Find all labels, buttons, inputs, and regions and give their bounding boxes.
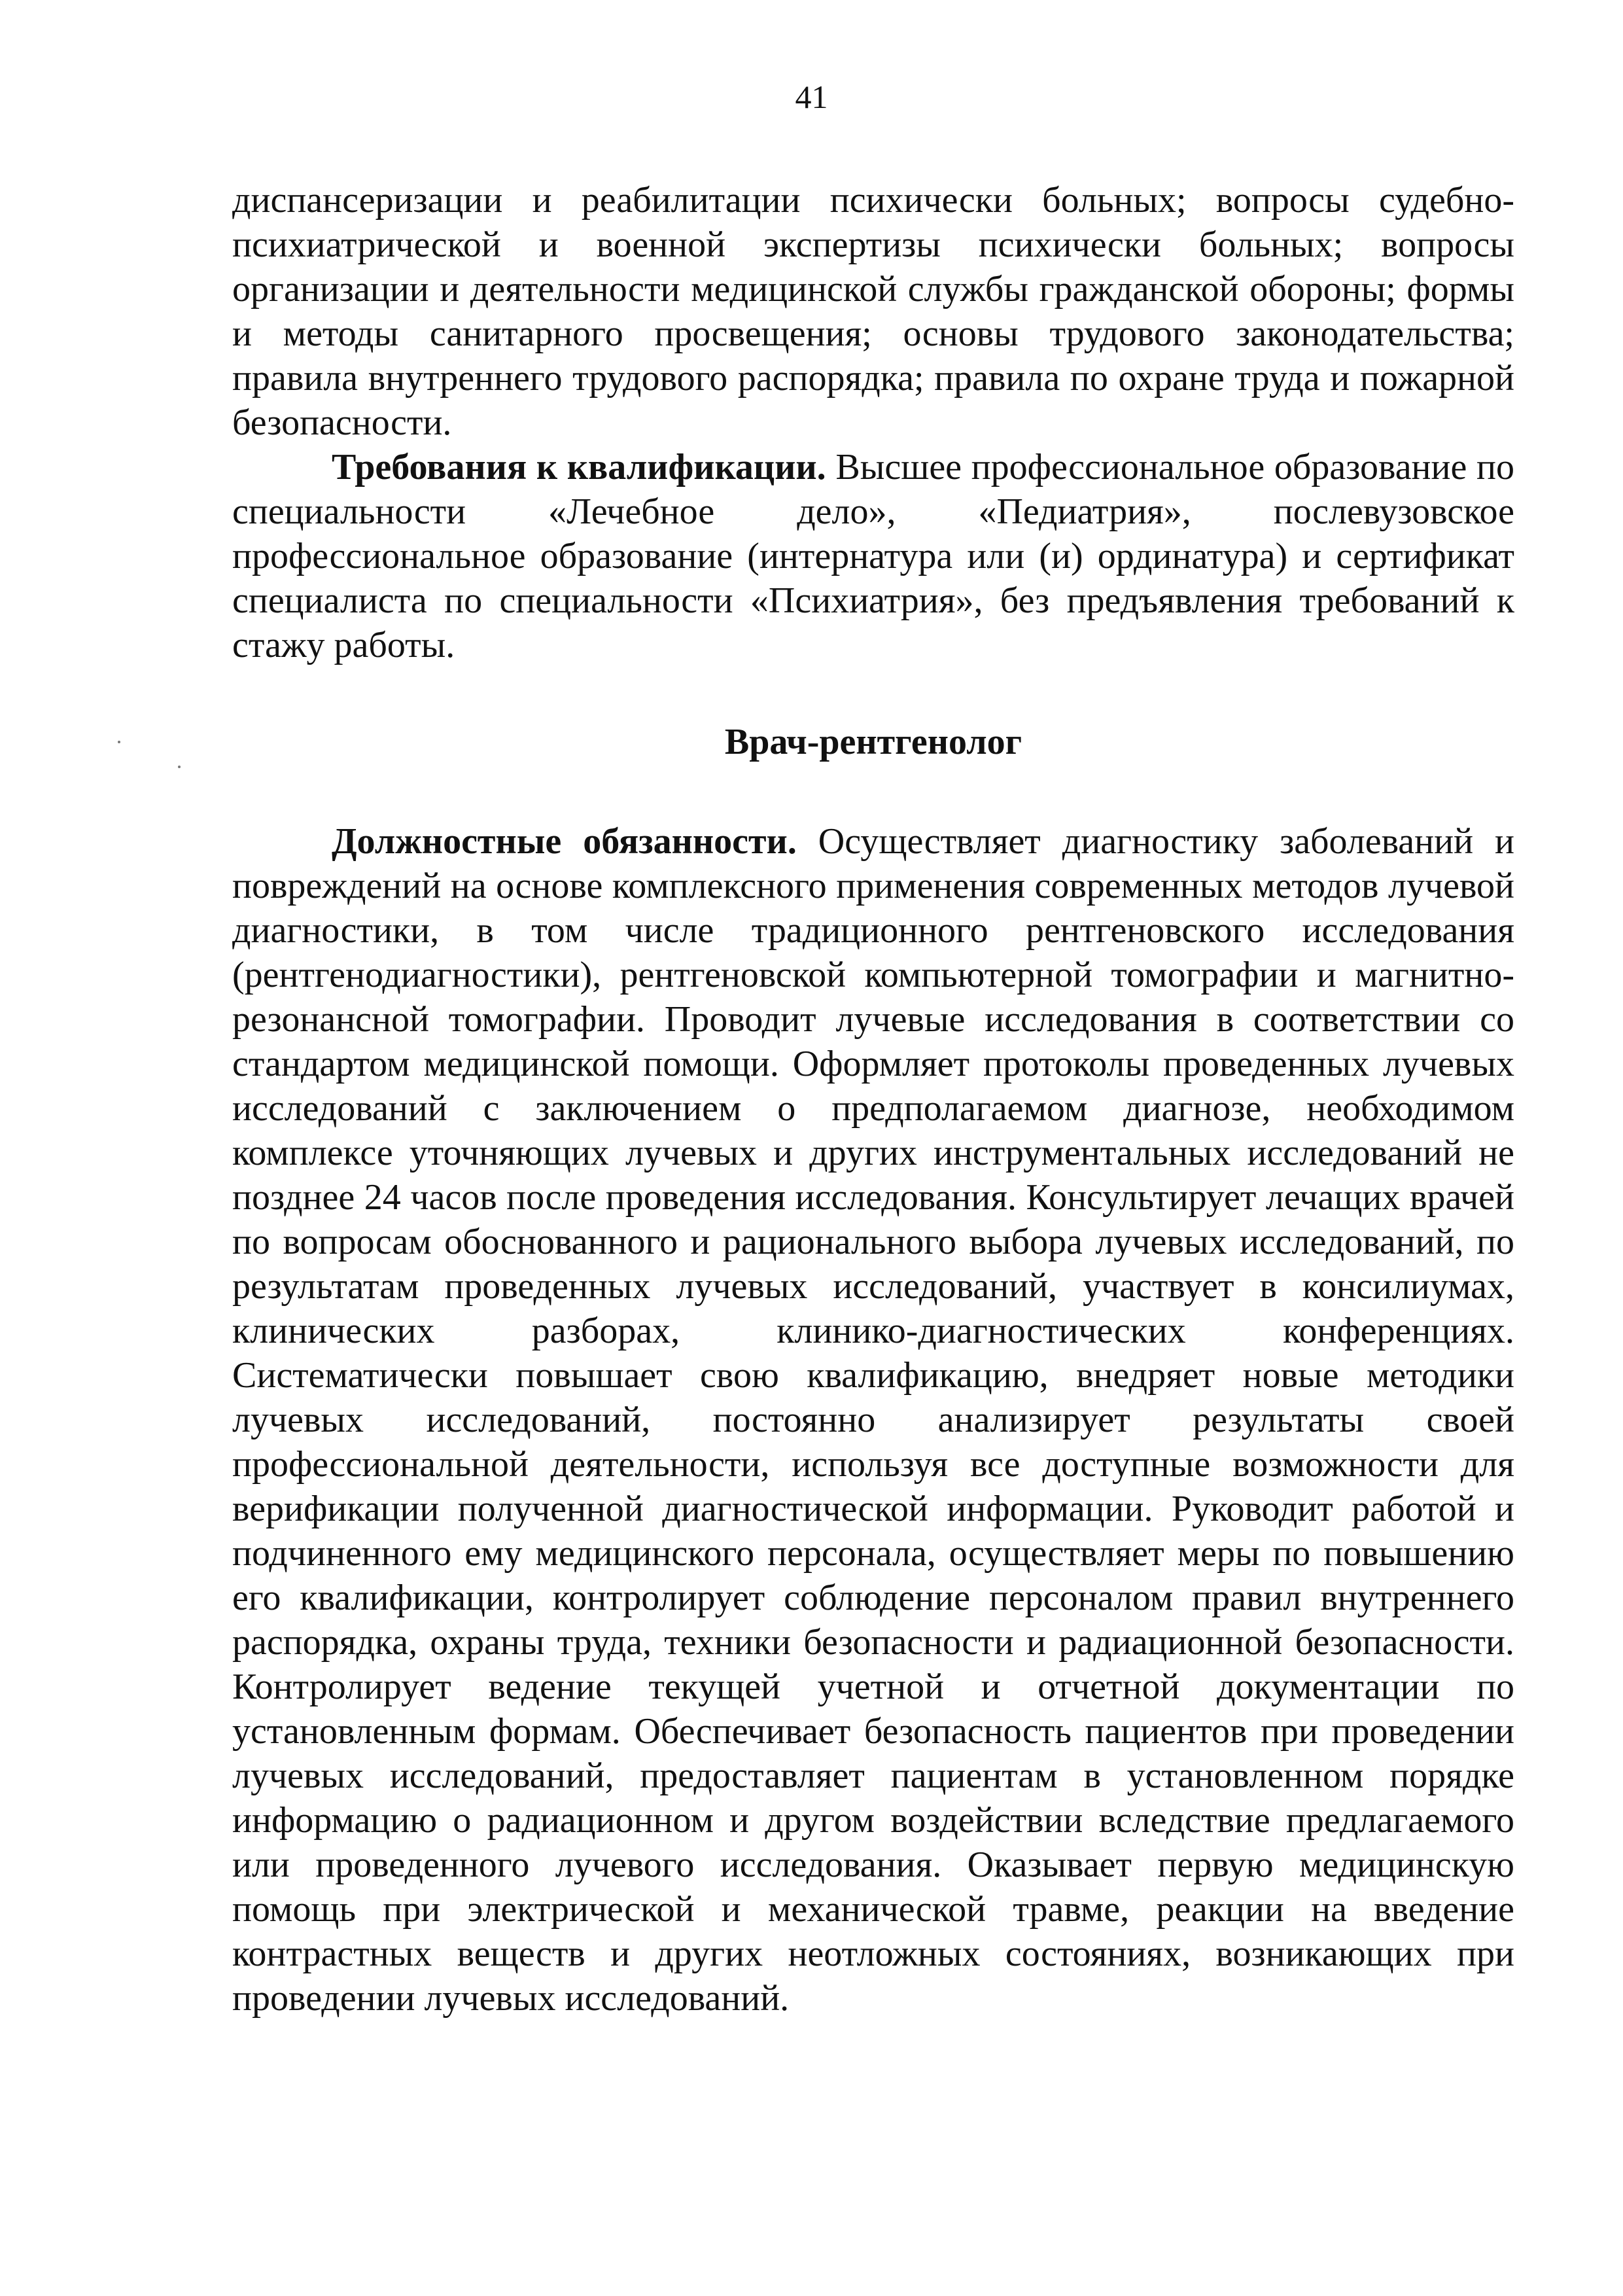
duties-text: Осуществляет диагностику заболеваний и повреждений на основе комплексного применения современных методов лучевой диагностики, в том числе традиционного рентгеновского исследования (рентгенодиагностики), рентгеновской компьютерной томографии и магнитно-резонансной томографии. Проводит лучевые исследования в соответствии со стандартом медицинской помощи. Оформляет протоколы проведенных лучевых исследований с заключением о предполагаемом диагнозе, необходимом комплексе уточняющих лучевых и других инструментальных исследований не позднее 24 часов после проведения исследования. Консультирует лечащих врачей по вопросам обоснованного и рационального выбора лучевых исследований, по результатам проведенных лучевых исследований, участвует в консилиумах, клинических разборах, клинико-диагностических конференциях. Систематически повышает свою квалификацию, внедряет новые методики лучевых исследований, постоянно анализирует результаты своей профессиональной деятельности, используя все доступные возможности для верификации полученной диагностической информации. Руководит работой и подчиненного ему медицинского персонала, осуществляет меры по повышению его квалификации, контролирует соблюдение персоналом правил внутреннего распорядка, охраны труда, техники безопасности и радиационной безопасности. Контролирует ведение текущей учетной и отчетной документации по установленным формам. Обеспечивает безопасность пациентов при проведении лучевых исследований, предоставляет пациентам в установленном порядке информацию о радиационном и другом воздействии вследствие предлагаемого или проведенного лучевого исследования. Оказывает первую медицинскую помощь при электрической и механической травме, реакции на введение контрастных веществ и других неотложных состояниях, возникающих при проведении лучевых исследований. bbox=[232, 821, 1514, 2019]
document-body bbox=[232, 178, 1514, 2021]
page-number: 41 bbox=[795, 79, 828, 115]
requirements-text: Высшее профессиональное образование по специальности «Лечебное дело», «Педиатрия», послевузовское профессиональное образование (интернатура или (и) ординатура) и сертификат специалиста по специальности «Психиатрия», без предъявления требований к стажу работы. bbox=[232, 447, 1514, 665]
requirements-paragraph bbox=[232, 445, 1514, 667]
duties-paragraph bbox=[232, 819, 1514, 2021]
continuation-paragraph: диспансеризации и реабилитации психически больных; вопросы судебно-психиатрической и военной экспертизы психически больных; вопросы организации и деятельности медицинской службы гражданской обороны; формы и методы санитарного просвещения; основы трудового законодательства; правила внутреннего трудового распорядка; правила по охране труда и пожарной безопасности. bbox=[232, 180, 1514, 443]
requirements-label: Требования к квалификации. bbox=[332, 447, 826, 487]
section-title: Врач-рентгенолог bbox=[724, 722, 1022, 762]
scan-speck bbox=[178, 766, 181, 768]
duties-label: Должностные обязанности. bbox=[332, 821, 797, 862]
scan-speck bbox=[118, 741, 120, 743]
